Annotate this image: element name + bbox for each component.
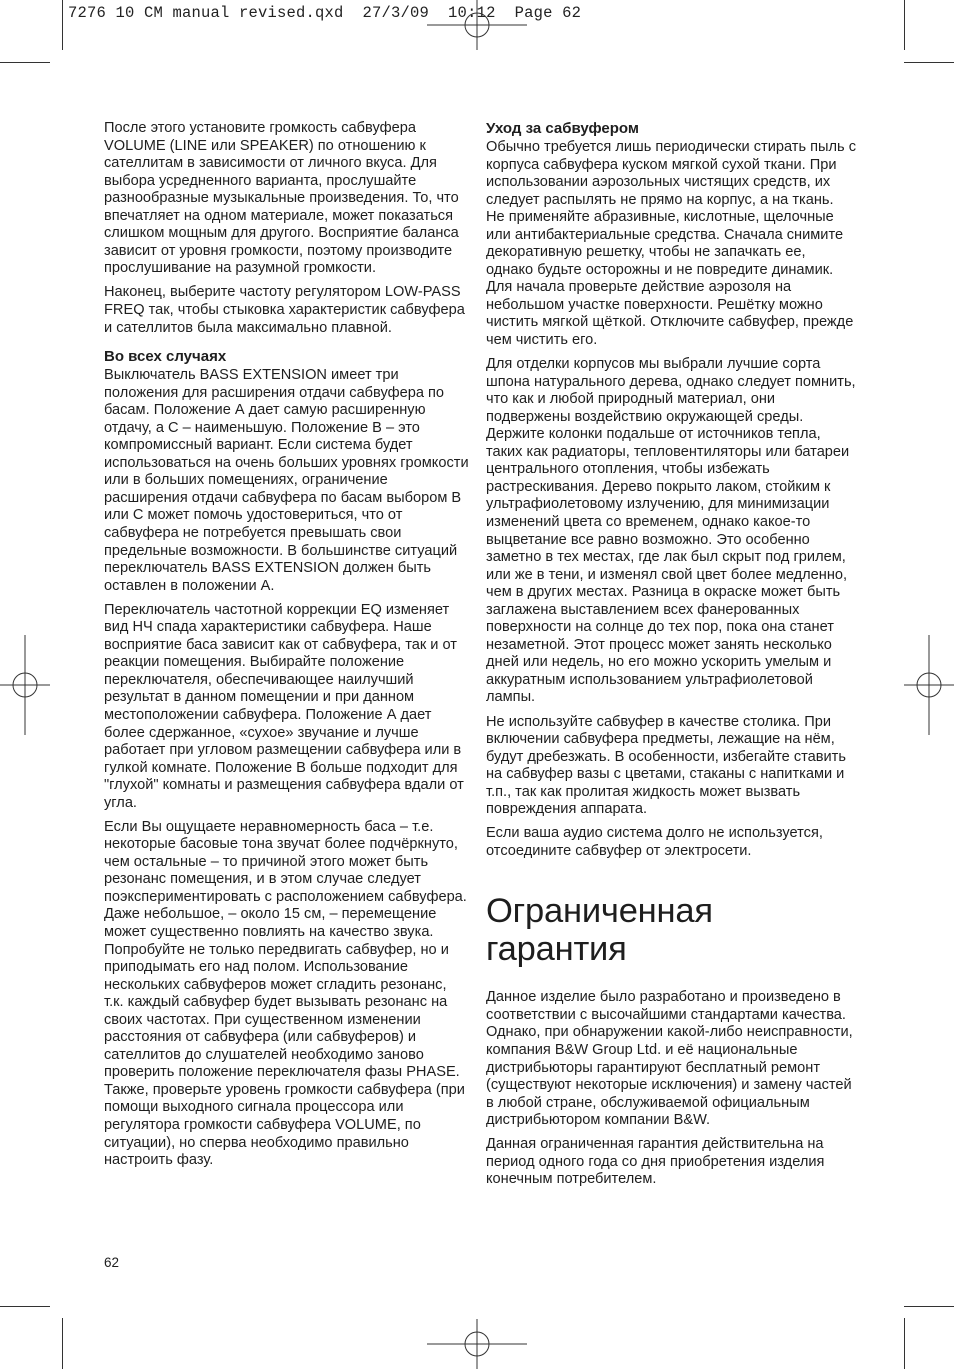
crop-mark-bottom-left-v [62, 1318, 63, 1369]
heading-limited-warranty: Ограниченная гарантия [486, 892, 713, 969]
heading-all-cases: Во всех случаях [104, 348, 227, 366]
crop-mark-bottom-left-h [0, 1306, 50, 1307]
crop-mark-bottom-right-h [904, 1306, 954, 1307]
paragraph-cleaning: Обычно требуется лишь периодически стирать пыль с корпуса сабвуфера куском мягкой сухой ткани. При использовании аэрозольных чистящих средств, их следует распылять не прямо на корпус, а на ткань. Не применяйте абразивные, кислотные, щелочные или антибактериальные средства. Сначала снимите декоративную решетку, чтобы не запачкать ее, однако будьте осторожны и не повредите динамик. Для начала проверьте действие аэрозоля на небольшом участке поверхности. Решётку можно чистить мягкой щёткой. Отключите сабвуфер, прежде чем чистить его. [486, 139, 857, 349]
paragraph-room-resonance: Если Вы ощущаете неравномерность баса – т.е. некоторые басовые тона звучат более подчёркнуто, чем остальные – то причиной этого может быть резонанс помещения, и в этом случае следует поэкспериментировать с расположением сабвуфера. Даже небольшое, – около 15 см, – перемещение может существенно повлиять на качество звука. Попробуйте не только передвигать сабвуфер, но и приподымать его над полом. Использование нескольких сабвуферов может сгладить резонанс, т.к. каждый сабвуфер будет вызывать резонанс на своих частотах. При существенном изменении расстояния от сабвуфера (или сабвуферов) и сателлитов до слушателей необходимо заново проверить положение переключателя фазы PHASE. Также, проверьте уровень громкости сабвуфера (при помощи выходного сигнала процессора или регулятора громкости сабвуфера VOLUME, по ситуации), но сперва необходимо правильно настроить фазу. [104, 818, 467, 1169]
crop-mark-top-left-v [62, 0, 63, 50]
left-column [104, 120, 470, 1176]
print-slug-line: 7276 10 CM manual revised.qxd 27/3/09 10:12 Page 62 [68, 4, 582, 22]
paragraph-volume-setup: После этого установите громкость сабвуфера VOLUME (LINE или SPEAKER) по отношению к сателлитам в зависимости от личного вкуса. Для выбора усредненного варианта, прослушайте разнообразные музыкальные произведения. То, что впечатляет на одном материале, может показаться слишком мощным для другого. Восприятие баланса зависит от уровня громкости, поэтому производите прослушивание на разумной громкости. [104, 120, 459, 277]
paragraph-eq-switch: Переключатель частотной коррекции EQ изменяет вид НЧ спада характеристики сабвуфера. Наше восприятие баса зависит как от сабвуфера, так и от реакции помещения. Выбирайте положение переключателя, обеспечивающее наилучший результат в данном помещении и при данном местоположении сабвуфера. Положение А дает более сдержанное, «сухое» звучание и лучше работает при угловом размещении сабвуфера или в гулкой комнате. Положение В больше подходит для "глухой" комнаты и размещения сабвуфера вдали от угла. [104, 601, 464, 811]
registration-mark-left-icon [0, 635, 50, 735]
crop-mark-top-right-h [904, 62, 954, 63]
crop-mark-top-right-v [904, 0, 905, 50]
heading-subwoofer-care: Уход за сабвуфером [486, 120, 639, 137]
crop-mark-bottom-right-v [904, 1318, 905, 1369]
registration-mark-top-icon [427, 0, 527, 50]
registration-mark-right-icon [904, 635, 954, 735]
paragraph-not-a-table: Не используйте сабвуфер в качестве столика. При включении сабвуфера предметы, лежащие на нём, будут дребезжать. В особенности, избегайте ставить на сабвуфер вазы с цветами, стаканы с напитками и т.п., так как пролитая жидкость может вызвать повреждения аппарата. [486, 713, 846, 818]
paragraph-warranty-period: Данная ограниченная гарантия действительна на период одного года со дня приобретения изделия конечным потребителем. [486, 1136, 825, 1188]
paragraph-warranty-terms: Данное изделие было разработано и произведено в соответствии с высочайшими стандартами качества. Однако, при обнаружении какой-либо неисправности, компания B&W Group Ltd. и её национальные дистрибьюторы гарантируют бесплатный ремонт (существуют некоторые исключения) и замену частей в любой стране, обслуживаемой официальным дистрибьютором компании B&W. [486, 989, 853, 1129]
registration-mark-bottom-icon [427, 1319, 527, 1369]
page-number: 62 [104, 1255, 120, 1270]
crop-mark-top-left-h [0, 62, 50, 63]
paragraph-wood-veneer: Для отделки корпусов мы выбрали лучшие сорта шпона натурального дерева, однако следует помнить, что как и любой природный материал, они подвержены воздействию окружающей среды. Держите колонки подальше от источников тепла, таких как радиаторы, тепловентиляторы или батареи центрального отопления, чтобы избежать растрескивания. Дерево покрыто лаком, стойким к ультрафиолетовому излучению, для минимизации изменений цвета со временем, однако какое-то выцветание все равно возможно. Это особенно заметно в тех местах, где лак был скрыт под грилем, или же в тени, и изменял свой цвет более медленно, чем в других местах. Разница в окраске может быть заглажена выставлением всех фанерованных поверхности на солнце до тех пор, пока она станет незаметной. Этот процесс может занять несколько дней или недель, но его можно ускорить умелым и аккуратным использованием ультрафиолетовой лампы. [486, 356, 856, 706]
paragraph-bass-extension: Выключатель BASS EXTENSION имеет три положения для расширения отдачи сабвуфера по басам. Положение А дает самую расширенную отдачу, а С – наименьшую. Положение В – это компромиссный вариант. Если система будет использоваться на очень больших уровнях громкости или в больших помещениях, ограничение расширения отдачи сабвуфера по басам выбором В или С может помочь удостовериться, что от сабвуфера не потребуется превышать свои предельные возможности. В большинстве ситуаций переключатель BASS EXTENSION должен быть оставлен в положении А. [104, 367, 469, 594]
paragraph-disconnect: Если ваша аудио система долго не используется, отсоедините сабвуфер от электросети. [486, 825, 823, 859]
paragraph-low-pass-freq: Наконец, выберите частоту регулятором LOW-PASS FREQ так, чтобы стыковка характеристик сабвуфера и сателлитов была максимально плавной. [104, 284, 465, 336]
right-column [486, 119, 856, 1195]
